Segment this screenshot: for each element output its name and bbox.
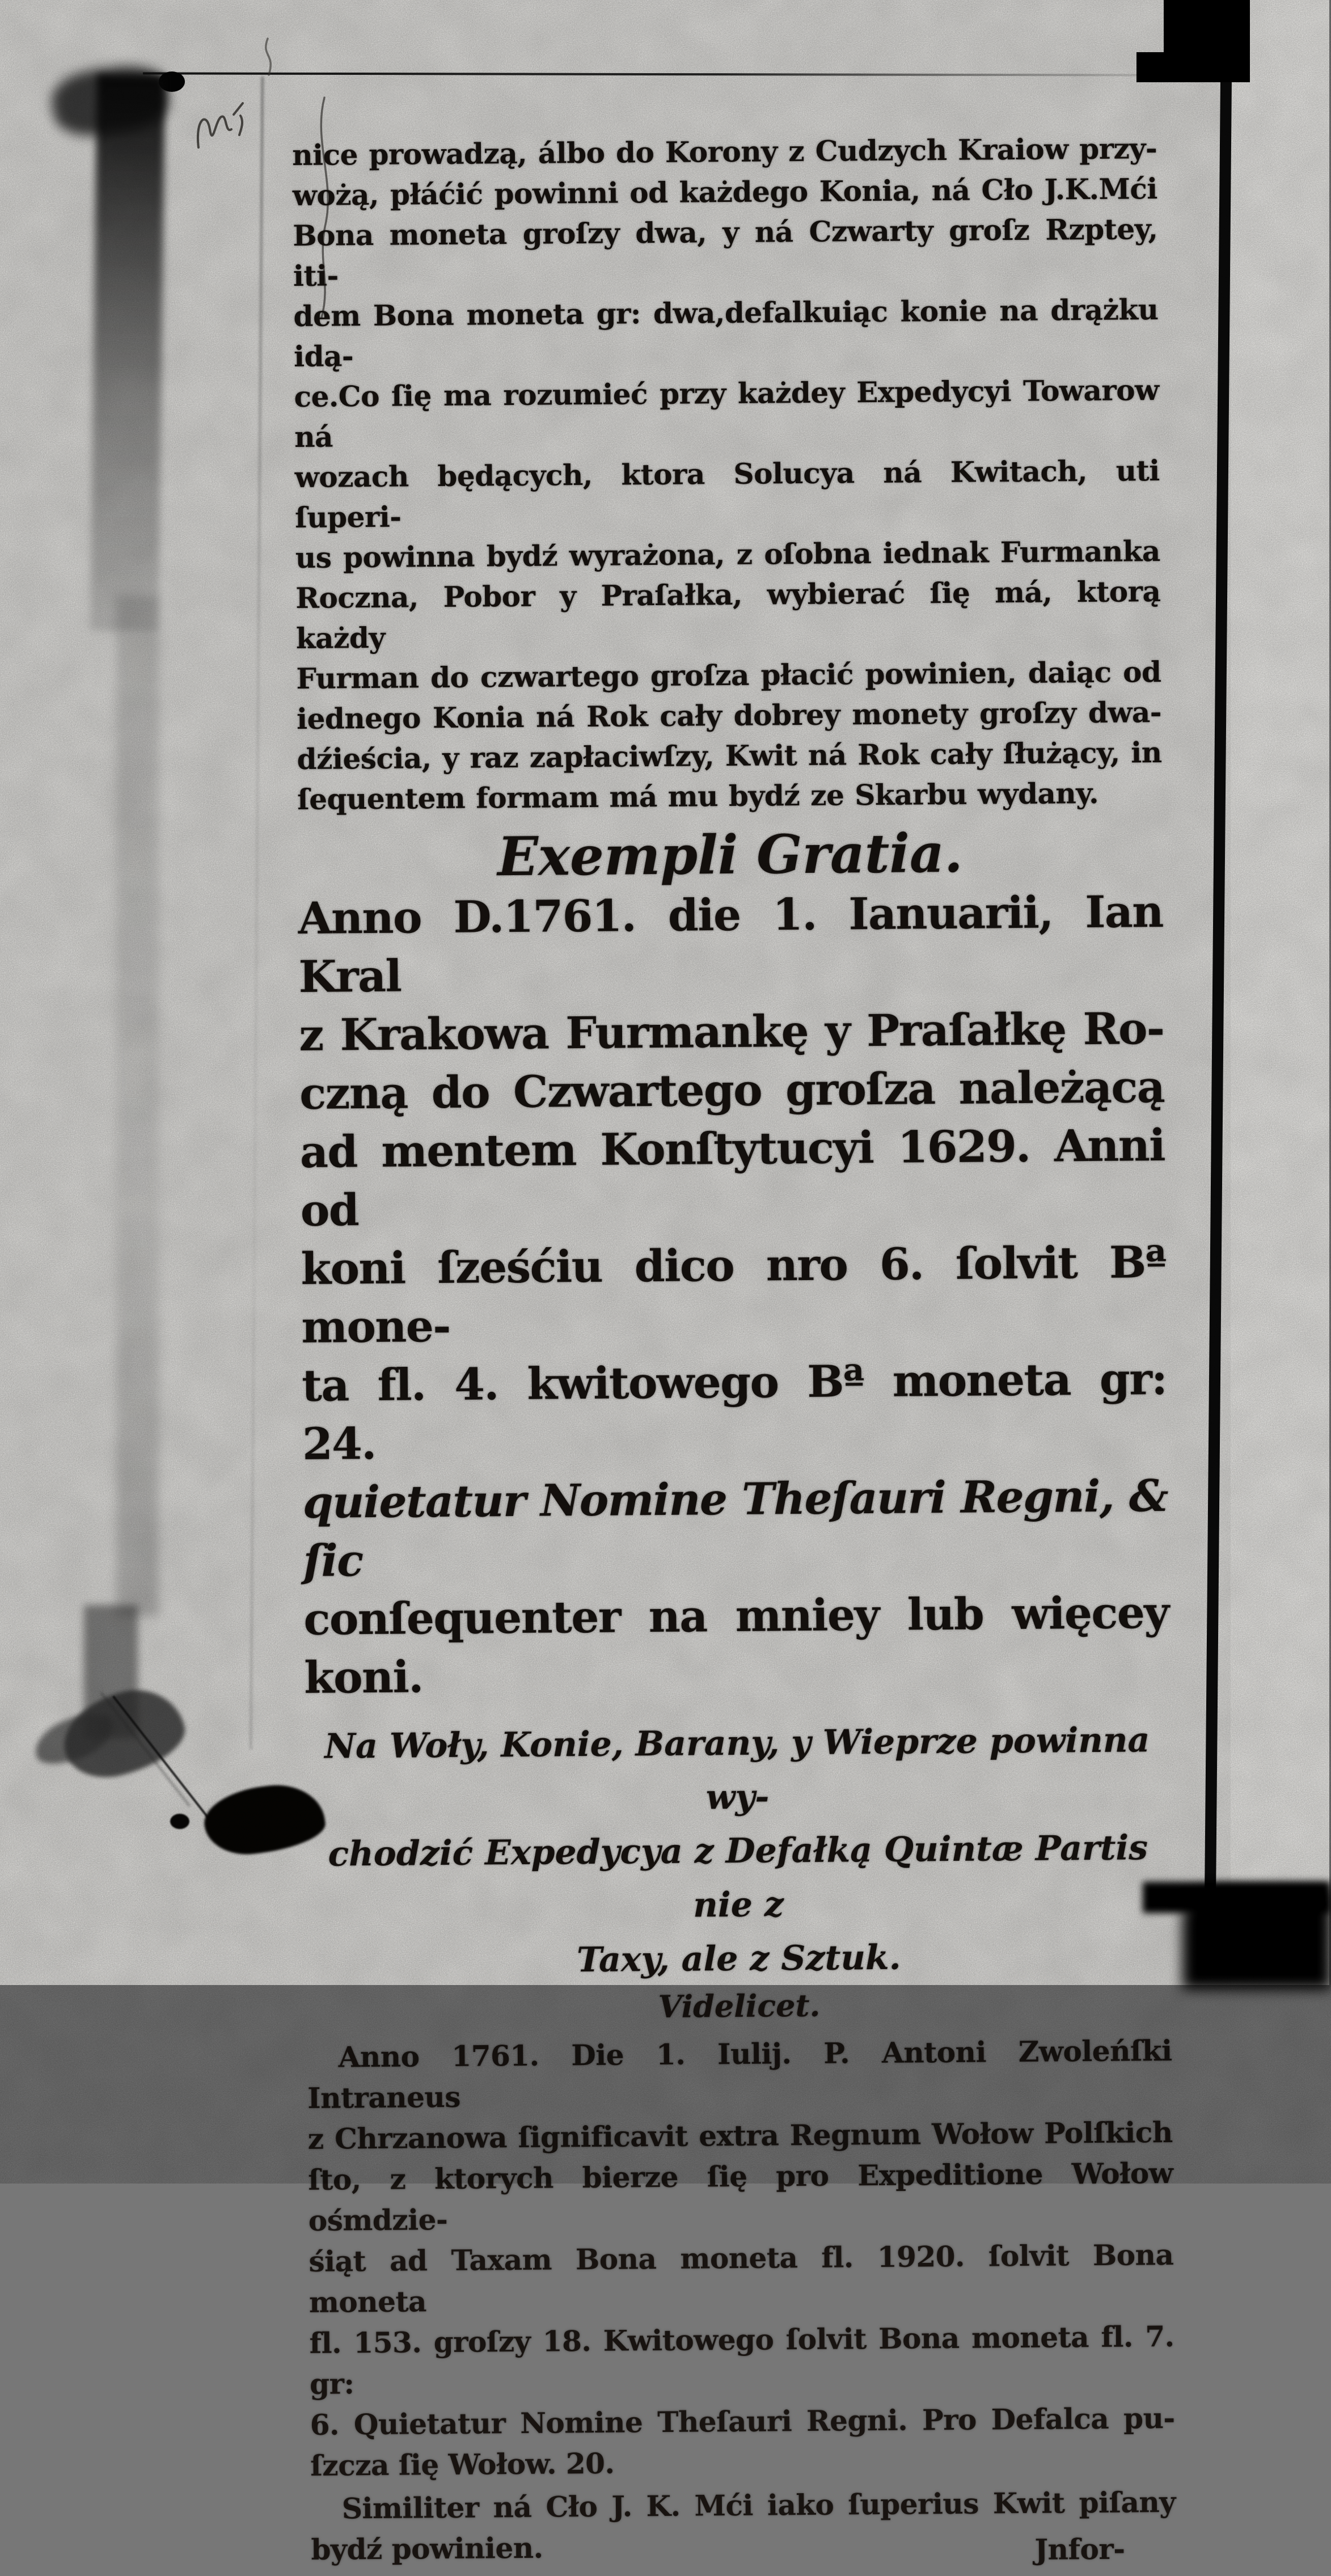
handwritten-nu-stroke xyxy=(198,103,243,147)
ink-dot-bottom-left xyxy=(170,1814,189,1829)
adjacent-page-edge xyxy=(1231,0,1329,1985)
text-line: Na Woły, Konie, Barany, y Wieprze powinna wy- xyxy=(324,1720,1150,1818)
text-line: wożą, płáćić powinni od każdego Konia, ná Cło J.K.Mći xyxy=(292,172,1158,212)
paragraph-intro xyxy=(292,128,1162,820)
paragraph-example xyxy=(298,883,1169,1708)
paragraph-similiter xyxy=(311,2482,1176,2570)
text-line: ſzcza ſię Wołow. 20. xyxy=(310,2446,615,2482)
text-line: ſto, z ktorych bierze ſię pro Expeditione Wołow ośmdzie- xyxy=(308,2156,1173,2237)
paragraph-note xyxy=(305,1713,1172,1990)
text-line: Taxy, ale z Sztuk. xyxy=(576,1937,901,1980)
text-line: koni. xyxy=(304,1652,423,1704)
text-line: quietatur Nomine Theſauri Regni, & ſic xyxy=(302,1470,1168,1587)
pen-tick-stroke xyxy=(266,39,271,75)
section-heading: Exempli Gratia. xyxy=(497,822,964,889)
videlicet-heading: Videlicet. xyxy=(658,1987,821,2025)
text-line: z Krakowa Furmankę y Praſałkę Ro- xyxy=(299,1003,1164,1061)
text-line: koni ſześćiu dico nro 6. ſolvit Bª mone- xyxy=(301,1236,1167,1353)
binding-shadow-upper xyxy=(90,74,165,631)
text-line: ad mentem Konſtytucyi 1629. Anni od xyxy=(299,1120,1165,1236)
text-line: Anno 1761. Die 1. Iulij. P. Antoni Zwoleńſki Intraneus xyxy=(307,2033,1172,2115)
text-line: ce.Co ſię ma rozumieć przy każdey Expedycyi Towarow ná xyxy=(294,373,1159,454)
film-black-step-top-right xyxy=(1136,52,1171,82)
text-column xyxy=(292,128,1176,2570)
text-line: Similiter ná Cło J. K. Mći iako ſuperius Kwit piſany xyxy=(341,2485,1176,2526)
binding-shadow-lower xyxy=(116,596,159,1616)
text-line: ſequentem formam má mu bydź ze Skarbu wydany. xyxy=(297,776,1099,816)
film-black-blob-bottom-right xyxy=(1182,1889,1331,1990)
text-line: z Chrzanowa ſignificavit extra Regnum Wołow Polſkich xyxy=(307,2115,1173,2156)
text-line: conſequenter na mniey lub więcey xyxy=(303,1587,1169,1645)
text-line: dem Bona moneta gr: dwa,defalkuiąc konie na drążku idą- xyxy=(293,293,1159,373)
text-line: wozach będących, ktora Solucya ná Kwitach, uti ſuperi- xyxy=(294,454,1160,534)
text-line: 6. Quietatur Nomine Theſauri Regni. Pro Defalca pu- xyxy=(310,2401,1175,2442)
text-line: śiąt ad Taxam Bona moneta fl. 1920. ſolvit Bona moneta xyxy=(309,2237,1174,2319)
text-line: dźieścia, y raz zapłaciwſzy, Kwit ná Rok cały ſłużący, in xyxy=(297,735,1162,776)
text-line: bydź powinien. xyxy=(311,2531,543,2566)
paragraph-anno xyxy=(307,2030,1175,2486)
text-line: Bona moneta groſzy dwa, y ná Czwarty groſz Rzptey, iti- xyxy=(293,212,1158,293)
text-line: us powinna bydź wyrażona, z oſobna iednak Furmanka xyxy=(295,534,1161,575)
text-line: czną do Czwartego groſza należącą xyxy=(299,1061,1165,1120)
catchword: Jnfor- xyxy=(1034,2532,1125,2566)
last-line-row xyxy=(311,2523,1176,2570)
text-line: fl. 153. groſzy 18. Kwitowego ſolvit Bona moneta fl. 7. gr: xyxy=(309,2319,1174,2401)
text-line: ta fl. 4. kwitowego Bª moneta gr: 24. xyxy=(301,1353,1167,1470)
text-line: Furman do czwartego groſza płacić powinien, daiąc od xyxy=(296,654,1161,695)
page-gutter-shadow xyxy=(1205,79,1232,1897)
text-line: nice prowadzą, álbo do Korony z Cudzych Kraiow przy- xyxy=(292,132,1157,172)
text-line: Anno D.1761. die 1. Ianuarii, Ian Kral xyxy=(298,886,1164,1003)
text-line: chodzić Expedycya z Defałką Quintæ Partis nie z xyxy=(328,1828,1148,1925)
text-line: Roczna, Pobor y Praſałka, wybierać ſię má, ktorą każdy xyxy=(295,574,1161,655)
text-line: iednego Konia ná Rok cały dobrey monety groſzy dwa- xyxy=(296,695,1162,736)
film-black-block-top-right xyxy=(1164,0,1250,82)
